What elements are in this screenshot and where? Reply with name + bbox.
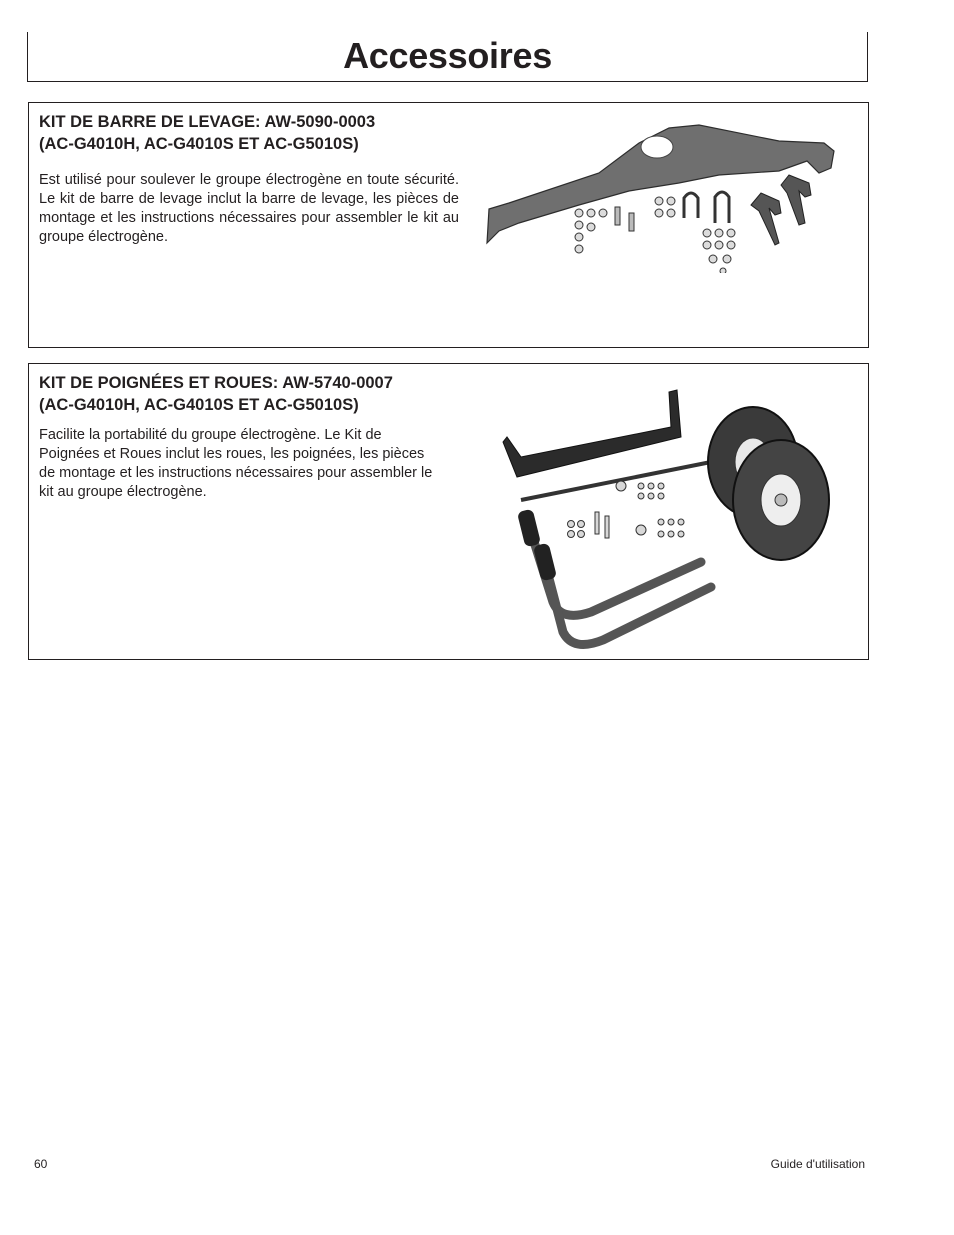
guide-label: Guide d'utilisation xyxy=(770,1157,865,1171)
lifting-bar-kit-heading-line2: (AC-G4010H, AC-G4010S ET AC-G5010S) xyxy=(39,135,359,153)
handle-wheel-kit-photo xyxy=(491,382,841,652)
lifting-bar-kit-description: Est utilisé pour soulever le groupe électrogène en toute sécurité. Le kit de barre de levage inclut la barre de levage, les pièces de montage et les instructions nécessaires pour assembler le kit au groupe électrogène. xyxy=(39,172,459,245)
lifting-bar-kit-heading-line1: KIT DE BARRE DE LEVAGE: AW-5090-0003 xyxy=(39,113,376,131)
lifting-bar-hole xyxy=(641,136,673,158)
grip-left xyxy=(517,509,541,548)
page-number: 60 xyxy=(34,1157,48,1171)
handle-right xyxy=(546,567,711,645)
handle-wheel-kit-heading-line1: KIT DE POIGNÉES ET ROUES: AW-5740-0007 xyxy=(39,374,393,392)
bracket-right xyxy=(781,175,811,225)
page-title: Accessoires xyxy=(343,35,552,76)
handle-wheel-kit-description: Facilite la portabilité du groupe électrogène. Le Kit de Poignées et Roues inclut les roues, les poignées, les pièces de montage et les instructions nécessaires pour assembler le kit au groupe électrogène. xyxy=(39,427,433,500)
lifting-bar-kit-photo xyxy=(479,113,859,273)
wheel-front xyxy=(733,440,829,560)
hardware-group xyxy=(568,481,685,538)
handle-wheel-kit-heading xyxy=(39,372,479,416)
lifting-bar-kit-heading xyxy=(39,111,479,155)
handle-wheel-kit-heading-line2: (AC-G4010H, AC-G4010S ET AC-G5010S) xyxy=(39,396,359,414)
page-title-box xyxy=(27,32,868,82)
bracket-left xyxy=(751,193,781,245)
lifting-bar-kit-section xyxy=(28,102,869,348)
hardware-group xyxy=(575,192,735,273)
handle-wheel-kit-section xyxy=(28,363,869,660)
axle-bracket xyxy=(503,390,681,477)
